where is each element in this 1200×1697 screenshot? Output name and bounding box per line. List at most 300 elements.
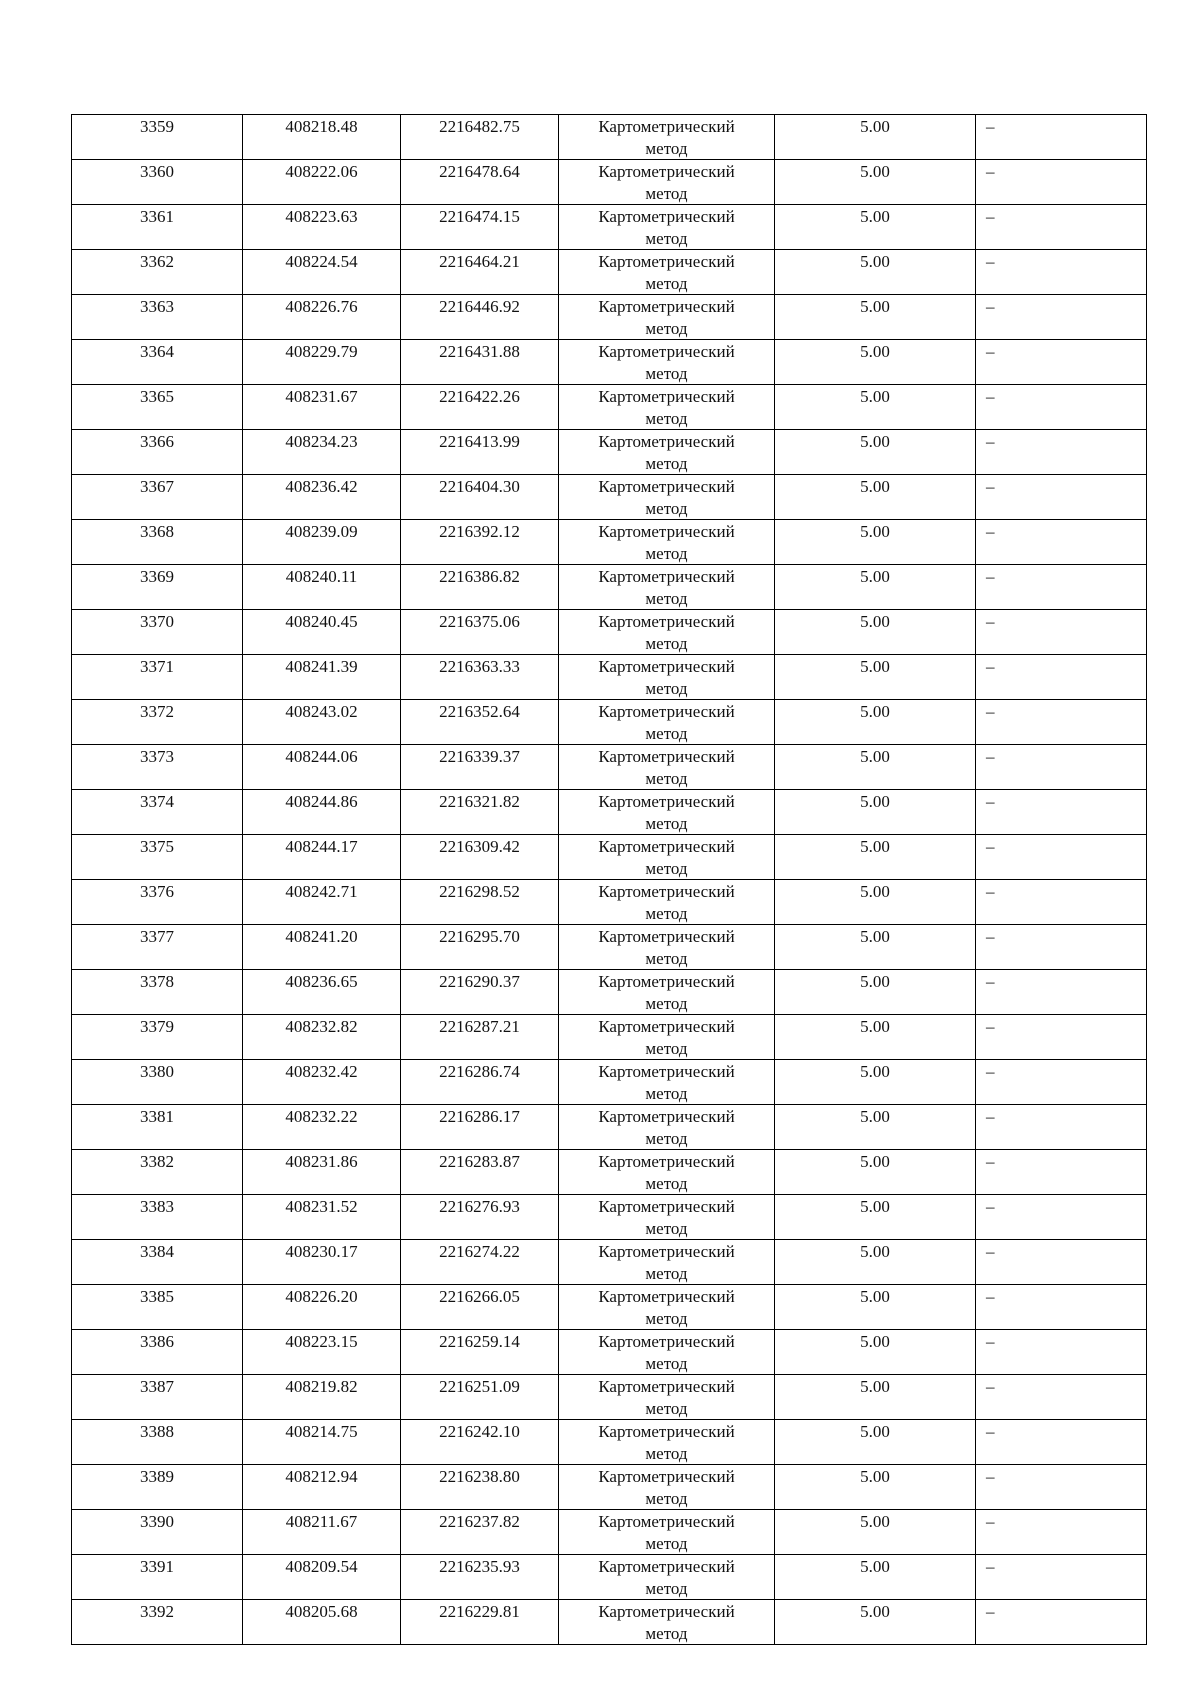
accuracy-cell-text: 5.00 [860,657,890,676]
method-line-1: Картометрический [598,162,735,181]
accuracy-cell-text: 5.00 [860,522,890,541]
x-coordinate-cell-text: 408241.20 [285,927,358,946]
note-cell-text: – [986,747,995,766]
note-cell-text: – [986,432,995,451]
y-coordinate-cell-text: 2216375.06 [439,612,520,631]
method-line-2: метод [645,1624,688,1643]
point-number-cell-text: 3388 [140,1422,174,1441]
point-number-cell-text: 3386 [140,1332,174,1351]
accuracy-cell-text: 5.00 [860,342,890,361]
y-coordinate-cell-text: 2216482.75 [439,117,520,136]
table-row [72,250,1147,295]
method-cell [559,385,775,430]
y-coordinate-cell [401,430,559,475]
x-coordinate-cell-text: 408243.02 [285,702,358,721]
method-cell [559,520,775,565]
note-cell-text: – [986,252,995,271]
x-coordinate-cell [243,1195,401,1240]
accuracy-cell [775,1375,976,1420]
table-row [72,1420,1147,1465]
y-coordinate-cell [401,835,559,880]
accuracy-cell [775,565,976,610]
point-number-cell-text: 3390 [140,1512,174,1531]
y-coordinate-cell [401,880,559,925]
x-coordinate-cell-text: 408239.09 [285,522,358,541]
accuracy-cell-text: 5.00 [860,1332,890,1351]
table-row [72,1015,1147,1060]
accuracy-cell-text: 5.00 [860,432,890,451]
y-coordinate-cell-text: 2216251.09 [439,1377,520,1396]
x-coordinate-cell-text: 408242.71 [285,882,358,901]
x-coordinate-cell [243,295,401,340]
point-number-cell-text: 3359 [140,117,174,136]
note-cell [976,295,1147,340]
point-number-cell-text: 3389 [140,1467,174,1486]
accuracy-cell [775,385,976,430]
note-cell-text: – [986,1107,995,1126]
method-line-2: метод [645,1039,688,1058]
note-cell-text: – [986,1062,995,1081]
point-number-cell [72,700,243,745]
note-cell [976,1240,1147,1285]
y-coordinate-cell-text: 2216386.82 [439,567,520,586]
method-line-2: метод [645,1129,688,1148]
x-coordinate-cell [243,700,401,745]
point-number-cell [72,520,243,565]
method-cell [559,1240,775,1285]
point-number-cell [72,1420,243,1465]
method-cell [559,970,775,1015]
x-coordinate-cell-text: 408244.17 [285,837,358,856]
note-cell-text: – [986,567,995,586]
method-cell [559,790,775,835]
point-number-cell [72,1240,243,1285]
y-coordinate-cell [401,1330,559,1375]
method-line-2: метод [645,1534,688,1553]
method-line-2: метод [645,769,688,788]
point-number-cell-text: 3379 [140,1017,174,1036]
x-coordinate-cell [243,430,401,475]
table-row [72,1105,1147,1150]
table-row [72,340,1147,385]
method-line-2: метод [645,1219,688,1238]
x-coordinate-cell-text: 408223.15 [285,1332,358,1351]
point-number-cell-text: 3382 [140,1152,174,1171]
method-cell [559,610,775,655]
x-coordinate-cell [243,1015,401,1060]
point-number-cell [72,1375,243,1420]
point-number-cell [72,1195,243,1240]
accuracy-cell-text: 5.00 [860,1467,890,1486]
table-row [72,1285,1147,1330]
y-coordinate-cell [401,295,559,340]
y-coordinate-cell [401,1015,559,1060]
table-row [72,1240,1147,1285]
method-line-2: метод [645,364,688,383]
method-line-1: Картометрический [598,477,735,496]
accuracy-cell-text: 5.00 [860,387,890,406]
note-cell-text: – [986,927,995,946]
x-coordinate-cell [243,655,401,700]
accuracy-cell [775,1195,976,1240]
note-cell [976,970,1147,1015]
accuracy-cell-text: 5.00 [860,1512,890,1531]
x-coordinate-cell-text: 408223.63 [285,207,358,226]
note-cell-text: – [986,972,995,991]
x-coordinate-cell [243,1555,401,1600]
y-coordinate-cell [401,520,559,565]
table-row [72,115,1147,160]
y-coordinate-cell [401,1150,559,1195]
point-number-cell [72,565,243,610]
table-row [72,565,1147,610]
method-line-2: метод [645,139,688,158]
x-coordinate-cell [243,970,401,1015]
note-cell [976,1510,1147,1555]
note-cell [976,610,1147,655]
note-cell [976,1330,1147,1375]
y-coordinate-cell [401,925,559,970]
point-number-cell [72,115,243,160]
x-coordinate-cell-text: 408240.45 [285,612,358,631]
y-coordinate-cell [401,1285,559,1330]
method-line-2: метод [645,1444,688,1463]
x-coordinate-cell-text: 408230.17 [285,1242,358,1261]
note-cell [976,520,1147,565]
accuracy-cell-text: 5.00 [860,1017,890,1036]
table-row [72,700,1147,745]
note-cell-text: – [986,1332,995,1351]
table-row [72,610,1147,655]
note-cell [976,1195,1147,1240]
method-line-1: Картометрический [598,1107,735,1126]
note-cell [976,385,1147,430]
x-coordinate-cell [243,340,401,385]
method-line-1: Картометрический [598,252,735,271]
accuracy-cell-text: 5.00 [860,1377,890,1396]
accuracy-cell [775,520,976,565]
method-line-2: метод [645,499,688,518]
method-cell [559,250,775,295]
method-line-2: метод [645,589,688,608]
table-row [72,1060,1147,1105]
method-cell [559,1600,775,1645]
x-coordinate-cell [243,745,401,790]
point-number-cell-text: 3385 [140,1287,174,1306]
point-number-cell [72,970,243,1015]
method-cell [559,340,775,385]
x-coordinate-cell-text: 408232.22 [285,1107,358,1126]
method-line-2: метод [645,949,688,968]
note-cell-text: – [986,1602,995,1621]
accuracy-cell-text: 5.00 [860,162,890,181]
method-line-1: Картометрический [598,1377,735,1396]
accuracy-cell [775,1420,976,1465]
x-coordinate-cell-text: 408244.06 [285,747,358,766]
method-line-1: Картометрический [598,657,735,676]
point-number-cell [72,880,243,925]
point-number-cell-text: 3363 [140,297,174,316]
note-cell [976,880,1147,925]
method-line-2: метод [645,1579,688,1598]
method-line-2: метод [645,1309,688,1328]
x-coordinate-cell-text: 408241.39 [285,657,358,676]
x-coordinate-cell [243,385,401,430]
table-row [72,925,1147,970]
note-cell-text: – [986,1287,995,1306]
x-coordinate-cell-text: 408205.68 [285,1602,358,1621]
method-line-1: Картометрический [598,207,735,226]
method-line-1: Картометрический [598,342,735,361]
point-number-cell [72,340,243,385]
method-line-1: Картометрический [598,1197,735,1216]
x-coordinate-cell-text: 408231.86 [285,1152,358,1171]
y-coordinate-cell-text: 2216298.52 [439,882,520,901]
method-line-2: метод [645,904,688,923]
accuracy-cell [775,250,976,295]
method-cell [559,925,775,970]
x-coordinate-cell [243,160,401,205]
x-coordinate-cell-text: 408226.20 [285,1287,358,1306]
x-coordinate-cell [243,1420,401,1465]
accuracy-cell-text: 5.00 [860,1107,890,1126]
y-coordinate-cell-text: 2216274.22 [439,1242,520,1261]
x-coordinate-cell [243,475,401,520]
point-number-cell-text: 3383 [140,1197,174,1216]
method-line-2: метод [645,1264,688,1283]
accuracy-cell [775,1285,976,1330]
accuracy-cell [775,475,976,520]
method-cell [559,430,775,475]
method-line-1: Картометрический [598,567,735,586]
table-row [72,1150,1147,1195]
accuracy-cell [775,160,976,205]
accuracy-cell [775,340,976,385]
method-line-2: метод [645,1174,688,1193]
y-coordinate-cell [401,160,559,205]
note-cell-text: – [986,297,995,316]
coordinates-table [71,114,1147,1645]
accuracy-cell-text: 5.00 [860,1422,890,1441]
point-number-cell [72,610,243,655]
method-cell [559,295,775,340]
method-cell [559,475,775,520]
note-cell-text: – [986,342,995,361]
x-coordinate-cell [243,205,401,250]
table-row [72,205,1147,250]
method-cell [559,1105,775,1150]
note-cell [976,430,1147,475]
method-line-2: метод [645,274,688,293]
note-cell [976,1285,1147,1330]
y-coordinate-cell [401,1105,559,1150]
point-number-cell-text: 3377 [140,927,174,946]
y-coordinate-cell-text: 2216464.21 [439,252,520,271]
y-coordinate-cell-text: 2216237.82 [439,1512,520,1531]
x-coordinate-cell-text: 408232.42 [285,1062,358,1081]
y-coordinate-cell-text: 2216286.17 [439,1107,520,1126]
accuracy-cell-text: 5.00 [860,927,890,946]
x-coordinate-cell [243,1150,401,1195]
method-line-1: Картометрический [598,882,735,901]
point-number-cell [72,790,243,835]
point-number-cell-text: 3370 [140,612,174,631]
point-number-cell-text: 3376 [140,882,174,901]
y-coordinate-cell [401,115,559,160]
note-cell [976,565,1147,610]
point-number-cell [72,1060,243,1105]
method-line-1: Картометрический [598,1017,735,1036]
point-number-cell [72,925,243,970]
note-cell-text: – [986,702,995,721]
point-number-cell [72,1555,243,1600]
table-row [72,1510,1147,1555]
y-coordinate-cell [401,1465,559,1510]
y-coordinate-cell-text: 2216286.74 [439,1062,520,1081]
method-line-1: Картометрический [598,1242,735,1261]
note-cell [976,1150,1147,1195]
accuracy-cell [775,1510,976,1555]
x-coordinate-cell [243,1600,401,1645]
y-coordinate-cell [401,1195,559,1240]
x-coordinate-cell [243,520,401,565]
method-line-1: Картометрический [598,1062,735,1081]
note-cell-text: – [986,387,995,406]
accuracy-cell [775,925,976,970]
note-cell-text: – [986,837,995,856]
method-line-1: Картометрический [598,1602,735,1621]
note-cell-text: – [986,117,995,136]
accuracy-cell [775,205,976,250]
point-number-cell-text: 3365 [140,387,174,406]
method-line-1: Картометрический [598,612,735,631]
method-cell [559,655,775,700]
point-number-cell-text: 3373 [140,747,174,766]
accuracy-cell [775,295,976,340]
y-coordinate-cell [401,565,559,610]
point-number-cell [72,250,243,295]
point-number-cell [72,1105,243,1150]
point-number-cell-text: 3391 [140,1557,174,1576]
x-coordinate-cell-text: 408232.82 [285,1017,358,1036]
x-coordinate-cell [243,610,401,655]
point-number-cell [72,1510,243,1555]
y-coordinate-cell-text: 2216283.87 [439,1152,520,1171]
table-row [72,475,1147,520]
x-coordinate-cell-text: 408211.67 [285,1512,358,1531]
accuracy-cell-text: 5.00 [860,252,890,271]
table-row [72,1555,1147,1600]
note-cell [976,115,1147,160]
note-cell [976,700,1147,745]
note-cell [976,1105,1147,1150]
method-line-1: Картометрический [598,792,735,811]
y-coordinate-cell [401,1060,559,1105]
method-line-1: Картометрический [598,747,735,766]
accuracy-cell-text: 5.00 [860,747,890,766]
note-cell [976,655,1147,700]
accuracy-cell [775,430,976,475]
y-coordinate-cell [401,1240,559,1285]
method-cell [559,1015,775,1060]
point-number-cell-text: 3387 [140,1377,174,1396]
x-coordinate-cell-text: 408244.86 [285,792,358,811]
note-cell-text: – [986,1512,995,1531]
note-cell [976,1060,1147,1105]
accuracy-cell-text: 5.00 [860,837,890,856]
note-cell [976,205,1147,250]
point-number-cell [72,655,243,700]
accuracy-cell [775,1465,976,1510]
point-number-cell-text: 3360 [140,162,174,181]
point-number-cell-text: 3374 [140,792,174,811]
method-cell [559,880,775,925]
y-coordinate-cell [401,610,559,655]
x-coordinate-cell-text: 408240.11 [285,567,358,586]
x-coordinate-cell-text: 408218.48 [285,117,358,136]
note-cell [976,790,1147,835]
method-line-1: Картометрический [598,972,735,991]
note-cell-text: – [986,207,995,226]
method-line-1: Картометрический [598,1467,735,1486]
y-coordinate-cell [401,205,559,250]
method-line-2: метод [645,814,688,833]
y-coordinate-cell-text: 2216392.12 [439,522,520,541]
method-cell [559,700,775,745]
method-line-1: Картометрический [598,432,735,451]
x-coordinate-cell [243,1240,401,1285]
y-coordinate-cell [401,745,559,790]
note-cell-text: – [986,1242,995,1261]
method-cell [559,1060,775,1105]
accuracy-cell-text: 5.00 [860,1602,890,1621]
x-coordinate-cell [243,115,401,160]
point-number-cell-text: 3381 [140,1107,174,1126]
method-line-1: Картометрический [598,387,735,406]
note-cell [976,160,1147,205]
point-number-cell-text: 3368 [140,522,174,541]
note-cell-text: – [986,612,995,631]
x-coordinate-cell [243,925,401,970]
note-cell-text: – [986,162,995,181]
method-line-2: метод [645,1489,688,1508]
x-coordinate-cell [243,1285,401,1330]
y-coordinate-cell-text: 2216422.26 [439,387,520,406]
y-coordinate-cell-text: 2216309.42 [439,837,520,856]
accuracy-cell-text: 5.00 [860,1152,890,1171]
method-line-2: метод [645,184,688,203]
point-number-cell [72,475,243,520]
accuracy-cell [775,115,976,160]
point-number-cell [72,295,243,340]
x-coordinate-cell [243,835,401,880]
accuracy-cell-text: 5.00 [860,1287,890,1306]
point-number-cell [72,745,243,790]
accuracy-cell-text: 5.00 [860,1557,890,1576]
accuracy-cell-text: 5.00 [860,297,890,316]
y-coordinate-cell [401,700,559,745]
accuracy-cell [775,1015,976,1060]
note-cell-text: – [986,1017,995,1036]
point-number-cell-text: 3371 [140,657,174,676]
accuracy-cell-text: 5.00 [860,117,890,136]
method-line-1: Картометрический [598,837,735,856]
method-line-2: метод [645,724,688,743]
method-cell [559,1150,775,1195]
method-cell [559,1510,775,1555]
y-coordinate-cell-text: 2216446.92 [439,297,520,316]
point-number-cell-text: 3384 [140,1242,174,1261]
